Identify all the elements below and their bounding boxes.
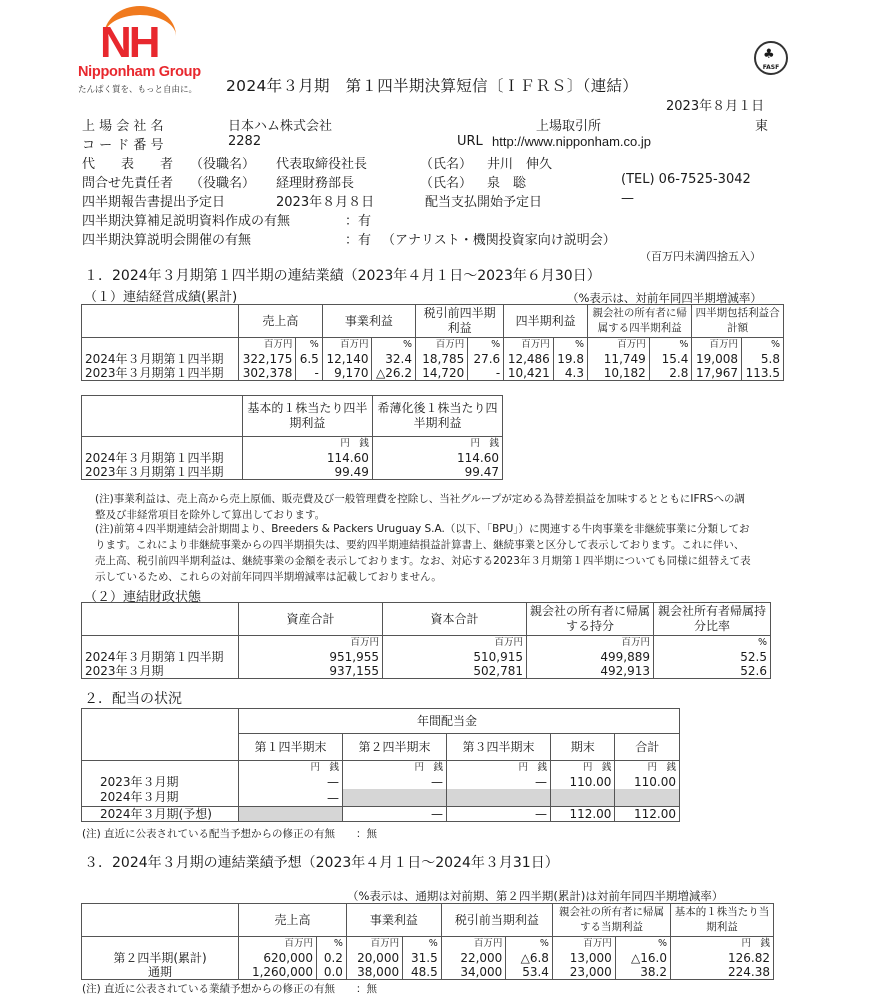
unit-label: %: [615, 937, 670, 952]
div-header: 第２四半期末: [342, 734, 446, 761]
unit-label: %: [372, 338, 416, 353]
table-row: [82, 951, 774, 965]
cell: 20,000: [346, 951, 402, 965]
cell: 17,967: [692, 366, 742, 381]
unit-label: 百万円: [239, 937, 317, 952]
results-header: 親会社の所有者に帰属する四半期利益: [587, 305, 691, 338]
eps-header: 希薄化後１株当たり四半期利益: [372, 396, 502, 437]
rep-title-label: （役職名）: [190, 157, 256, 172]
unit-label: 百万円: [383, 636, 527, 651]
unit-blank: [82, 437, 243, 452]
row-label: 2024年３月期第１四半期: [82, 352, 239, 366]
unit-blank: [82, 761, 239, 776]
table-row: [82, 807, 680, 822]
cell: 5.8: [742, 352, 784, 366]
cell: 499,889: [527, 650, 654, 664]
wheat-icon: ♣: [763, 47, 775, 62]
cell: —: [239, 775, 343, 789]
row-label: 2024年３月期第１四半期: [82, 451, 243, 465]
issue-date: 2023年８月１日: [666, 99, 765, 114]
unit-label: 百万円: [416, 338, 468, 353]
unit-label: 百万円: [692, 338, 742, 353]
cell: 27.6: [468, 352, 504, 366]
cell: 12,486: [504, 352, 554, 366]
fin-header: 資産合計: [239, 603, 383, 636]
forecast-note: (注) 直近に公表されている業績予想からの修正の有無 ：無: [82, 983, 378, 995]
eps-table: [81, 395, 503, 480]
unit-label: %: [553, 338, 587, 353]
row-label: 第２四半期(累計): [82, 951, 239, 965]
cell: —: [342, 807, 446, 822]
table-row: [82, 465, 503, 480]
fc-header: 基本的１株当たり当期利益: [671, 904, 774, 937]
report-date: 2023年８月８日: [276, 195, 375, 210]
cell: 1,260,000: [239, 965, 317, 980]
unit-label: 百万円: [239, 636, 383, 651]
cell: 510,915: [383, 650, 527, 664]
cell: 13,000: [552, 951, 615, 965]
section1-sub2: （２）連結財政状態: [84, 590, 202, 605]
table-row: [82, 965, 774, 980]
table-row: [82, 352, 784, 366]
contact-tel: (TEL) 06-7525-3042: [621, 172, 751, 187]
cell: 22,000: [441, 951, 506, 965]
listed-value: 日本ハム株式会社: [228, 119, 333, 134]
cell: 53.4: [506, 965, 553, 980]
note-line: ります。これにより非継続事業からの四半期損失は、要約四半期連結損益計算書上、継続事業と区分して表示しております。これに伴い、: [95, 539, 745, 551]
results-header: 売上高: [239, 305, 323, 338]
cell: 224.38: [671, 965, 774, 980]
cell: 112.00: [550, 807, 614, 822]
unit-label: %: [468, 338, 504, 353]
cell: 502,781: [383, 664, 527, 679]
cell: 0.0: [317, 965, 347, 980]
unit-label: %: [506, 937, 553, 952]
results-table: [81, 304, 784, 381]
unit-label: 百万円: [322, 338, 372, 353]
cell: 0.2: [317, 951, 347, 965]
cell: —: [239, 789, 343, 807]
cell: —: [446, 775, 550, 789]
table-row: [82, 789, 680, 807]
cell: 110.00: [615, 775, 680, 789]
row-label: 2023年３月期: [82, 775, 239, 789]
table-row: [82, 664, 771, 679]
section1-pct-note: （%表示は、対前年同四半期増減率）: [567, 291, 762, 305]
cell: [239, 807, 343, 822]
results-header: 四半期包括利益合計額: [692, 305, 784, 338]
unit-label: %: [296, 338, 322, 353]
row-label: 2024年３月期(予想): [82, 807, 239, 822]
cell: 38.2: [615, 965, 670, 980]
table-row: [82, 451, 503, 465]
cell: 10,182: [587, 366, 649, 381]
cell: 937,155: [239, 664, 383, 679]
exchange-value: 東: [755, 119, 769, 134]
logo-tagline: たんぱく質を、もっと自由に。: [78, 85, 198, 95]
fc-header: 税引前当期利益: [441, 904, 552, 937]
unit-blank: [82, 937, 239, 952]
financial-position-table: [81, 602, 771, 679]
unit-label: 円 銭: [671, 937, 774, 952]
unit-label: 円 銭: [239, 761, 343, 776]
logo-mark: NH: [100, 18, 158, 67]
cell: 32.4: [372, 352, 416, 366]
unit-label: 百万円: [527, 636, 654, 651]
unit-label: 円 銭: [342, 761, 446, 776]
note-line: 売上高、税引前四半期利益は、継続事業の金額を表示しております。なお、対応する2023年３月期第１四半期についても同様に組替えて表: [95, 555, 751, 567]
rounding-note: （百万円未満四捨五入）: [640, 250, 761, 263]
supp-label: 四半期決算補足説明資料作成の有無: [82, 214, 291, 229]
note-line: 示しているため、これらの対前年同四半期増減率は記載しておりません。: [95, 571, 442, 583]
row-label: 2024年３月期: [82, 789, 239, 807]
cell: 114.60: [242, 451, 372, 465]
div-header: 第１四半期末: [239, 734, 343, 761]
nipponham-logo: [78, 6, 203, 96]
cell: △16.0: [615, 951, 670, 965]
cell: 19,008: [692, 352, 742, 366]
fc-header: 親会社の所有者に帰属する当期利益: [552, 904, 670, 937]
cell: 112.00: [615, 807, 680, 822]
cell: 2.8: [649, 366, 692, 381]
results-header: 事業利益: [322, 305, 415, 338]
cell: [342, 789, 446, 807]
div-header: 期末: [550, 734, 614, 761]
section1-title: １．2024年３月期第１四半期の連結業績（2023年４月１日～2023年６月30日）: [84, 268, 601, 284]
cell: 4.3: [553, 366, 587, 381]
cell: 48.5: [403, 965, 442, 980]
unit-label: 百万円: [239, 338, 296, 353]
unit-label: 百万円: [552, 937, 615, 952]
logo-brand: Nipponham Group: [78, 64, 201, 80]
contact-name-label: （氏名）: [420, 176, 473, 191]
cell: 14,720: [416, 366, 468, 381]
div-header-blank: [82, 709, 239, 761]
section2-title: ２．配当の状況: [84, 691, 182, 707]
fc-header-blank: [82, 904, 239, 937]
div-header: 第３四半期末: [446, 734, 550, 761]
fasf-label: FASF: [762, 64, 780, 71]
unit-label: 百万円: [346, 937, 402, 952]
cell: 9,170: [322, 366, 372, 381]
dividend-start-label: 配当支払開始予定日: [425, 195, 543, 210]
contact-label: 問合せ先責任者: [82, 176, 174, 191]
cell: △26.2: [372, 366, 416, 381]
dividend-start-value: —: [621, 191, 634, 206]
unit-label: %: [649, 338, 692, 353]
code-value: 2282: [228, 134, 262, 149]
url-label: URL: [457, 134, 483, 149]
unit-label: 円 銭: [446, 761, 550, 776]
document-title: 2024年３月期 第１四半期決算短信〔ＩＦＲＳ〕（連結）: [226, 77, 639, 95]
cell: 110.00: [550, 775, 614, 789]
briefing-label: 四半期決算説明会開催の有無: [82, 233, 252, 248]
contact-name: 泉 聡: [487, 176, 527, 191]
fc-header: 売上高: [239, 904, 347, 937]
cell: 126.82: [671, 951, 774, 965]
row-label: 通期: [82, 965, 239, 980]
row-label: 2023年３月期: [82, 664, 239, 679]
fasf-badge: [754, 41, 788, 75]
note-line: 整及び非経常項目を除外して算出しております。: [95, 509, 326, 521]
code-label: コ ー ド 番 号: [82, 138, 164, 153]
cell: 113.5: [742, 366, 784, 381]
cell: -: [296, 366, 322, 381]
results-header-blank: [82, 305, 239, 338]
cell: 302,378: [239, 366, 296, 381]
cell: 18,785: [416, 352, 468, 366]
row-label: 2023年３月期第１四半期: [82, 366, 239, 381]
unit-label: 百万円: [441, 937, 506, 952]
eps-header-blank: [82, 396, 243, 437]
section3-pct-note: （%表示は、通期は対前期、第２四半期(累計)は対前年同四半期増減率）: [347, 889, 724, 903]
section1-sub1: （１）連結経営成績(累計): [84, 290, 238, 305]
url-link[interactable]: http://www.nipponham.co.jp: [492, 134, 651, 149]
cell: 99.47: [372, 465, 502, 480]
unit-label: %: [317, 937, 347, 952]
cell: [550, 789, 614, 807]
cell: 492,913: [527, 664, 654, 679]
cell: —: [342, 775, 446, 789]
row-label: 2023年３月期第１四半期: [82, 465, 243, 480]
cell: 11,749: [587, 352, 649, 366]
unit-label: %: [654, 636, 771, 651]
rep-label: 代 表 者: [82, 157, 174, 172]
cell: [446, 789, 550, 807]
results-header: 四半期利益: [504, 305, 588, 338]
div-group-header: 年間配当金: [239, 709, 680, 734]
table-row: [82, 366, 784, 381]
cell: 951,955: [239, 650, 383, 664]
cell: 52.6: [654, 664, 771, 679]
listed-label: 上 場 会 社 名: [82, 119, 164, 134]
note-line: (注)前第４四半期連結会計期間より、Breeders & Packers Uruguay S.A.（以下、「BPU」）に関連する牛肉事業を非継続事業に分類してお: [95, 523, 750, 535]
cell: 52.5: [654, 650, 771, 664]
cell: 19.8: [553, 352, 587, 366]
cell: △6.8: [506, 951, 553, 965]
rep-name: 井川 伸久: [487, 157, 553, 172]
briefing-note: （アナリスト・機関投資家向け説明会）: [382, 233, 616, 248]
note-line: (注)事業利益は、売上高から売上原価、販売費及び一般管理費を控除し、当社グループが定める為替差損益を加味するとともにIFRSへの調: [95, 493, 745, 505]
cell: 322,175: [239, 352, 296, 366]
dividend-table: [81, 708, 680, 822]
row-label: 2024年３月期第１四半期: [82, 650, 239, 664]
unit-label: 円 銭: [550, 761, 614, 776]
fc-header: 事業利益: [346, 904, 441, 937]
cell: 99.49: [242, 465, 372, 480]
cell: 6.5: [296, 352, 322, 366]
fin-header-blank: [82, 603, 239, 636]
results-header: 税引前四半期利益: [416, 305, 504, 338]
unit-label: %: [742, 338, 784, 353]
cell: [615, 789, 680, 807]
cell: 31.5: [403, 951, 442, 965]
section3-title: ３．2024年３月期の連結業績予想（2023年４月１日～2024年３月31日）: [84, 855, 559, 871]
exchange-label: 上場取引所: [536, 119, 602, 134]
forecast-table: [81, 903, 774, 980]
eps-header: 基本的１株当たり四半期利益: [242, 396, 372, 437]
unit-label: 円 銭: [372, 437, 502, 452]
table-row: [82, 650, 771, 664]
cell: 114.60: [372, 451, 502, 465]
contact-title: 経理財務部長: [276, 176, 355, 191]
cell: —: [446, 807, 550, 822]
cell: 15.4: [649, 352, 692, 366]
unit-label: %: [403, 937, 442, 952]
unit-label: 円 銭: [615, 761, 680, 776]
briefing-value: ：有: [345, 233, 372, 248]
cell: 12,140: [322, 352, 372, 366]
dividend-note: (注) 直近に公表されている配当予想からの修正の有無 ：無: [82, 828, 378, 840]
rep-name-label: （氏名）: [420, 157, 473, 172]
report-label: 四半期報告書提出予定日: [82, 195, 226, 210]
supp-value: ：有: [345, 214, 372, 229]
cell: 38,000: [346, 965, 402, 980]
cell: 620,000: [239, 951, 317, 965]
cell: 23,000: [552, 965, 615, 980]
fin-header: 資本合計: [383, 603, 527, 636]
table-row: [82, 775, 680, 789]
unit-blank: [82, 338, 239, 353]
rep-title: 代表取締役社長: [276, 157, 368, 172]
cell: 34,000: [441, 965, 506, 980]
cell: 10,421: [504, 366, 554, 381]
unit-blank: [82, 636, 239, 651]
unit-label: 百万円: [587, 338, 649, 353]
unit-label: 円 銭: [242, 437, 372, 452]
fin-header: 親会社の所有者に帰属する持分: [527, 603, 654, 636]
contact-title-label: （役職名）: [190, 176, 256, 191]
cell: -: [468, 366, 504, 381]
fin-header: 親会社所有者帰属持分比率: [654, 603, 771, 636]
div-header: 合計: [615, 734, 680, 761]
unit-label: 百万円: [504, 338, 554, 353]
